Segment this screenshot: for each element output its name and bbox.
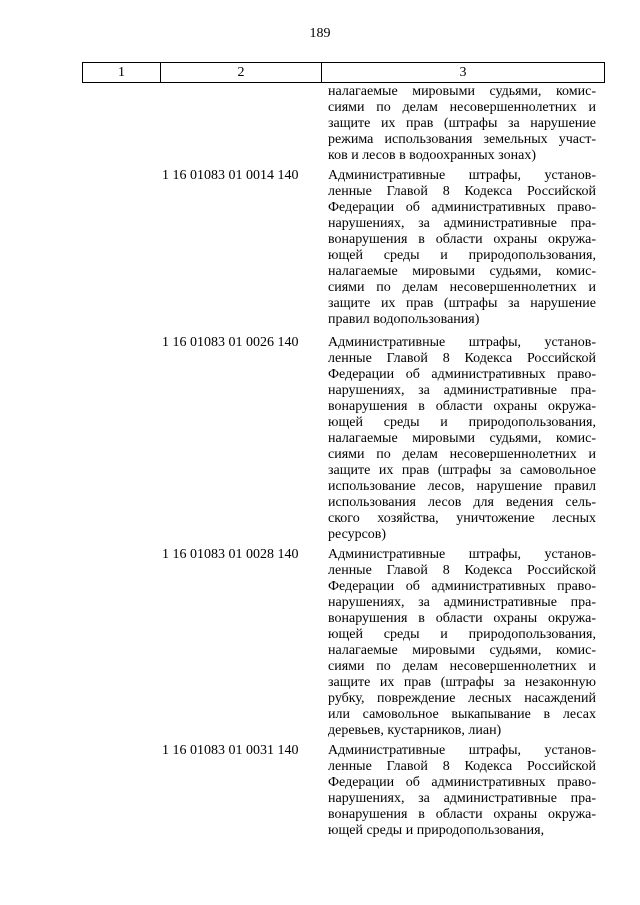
description-line: сиями по делам несовершеннолетних и (328, 280, 596, 295)
description-line: ленные Главой 8 Кодекса Российской (328, 759, 596, 774)
description-line: вонарушения в области охраны окружа- (328, 232, 596, 247)
column-header-row (83, 63, 605, 83)
description-line: Административные штрафы, установ- (328, 743, 596, 758)
description-line: защите их прав (штрафы за нарушение (328, 116, 596, 131)
description-line: Административные штрафы, установ- (328, 335, 596, 350)
description-line: Федерации об административных право- (328, 367, 596, 382)
classification-code: 1 16 01083 01 0031 140 (162, 743, 299, 758)
description-line: вонарушения в области охраны окружа- (328, 399, 596, 414)
description-line: нарушениях, за административные пра- (328, 791, 596, 806)
description-line: ленные Главой 8 Кодекса Российской (328, 351, 596, 366)
revenue-description (328, 743, 596, 839)
column-header-2: 2 (161, 63, 322, 83)
description-line: использования лесов для ведения сель- (328, 495, 596, 510)
description-line: ющей среды и природопользования, (328, 823, 545, 838)
description-line: Федерации об административных право- (328, 200, 596, 215)
description-line: Административные штрафы, установ- (328, 168, 596, 183)
column-header-1: 1 (83, 63, 161, 83)
description-line: защите их прав (штрафы за самовольное (328, 463, 596, 478)
description-line: ленные Главой 8 Кодекса Российской (328, 563, 596, 578)
description-line: вонарушения в области охраны окружа- (328, 611, 596, 626)
description-line: Административные штрафы, установ- (328, 547, 596, 562)
description-line: сиями по делам несовершеннолетних и (328, 659, 596, 674)
description-line: налагаемые мировыми судьями, комис- (328, 643, 596, 658)
description-line: деревьев, кустарников, лиан) (328, 723, 502, 738)
description-line: нарушениях, за административные пра- (328, 216, 596, 231)
description-line: Федерации об административных право- (328, 775, 596, 790)
column-header-table (82, 62, 605, 83)
description-line: ресурсов) (328, 527, 387, 542)
description-line: нарушениях, за административные пра- (328, 595, 596, 610)
classification-code: 1 16 01083 01 0026 140 (162, 335, 299, 350)
revenue-description (328, 168, 596, 328)
description-line: Федерации об административных право- (328, 579, 596, 594)
description-line: налагаемые мировыми судьями, комис- (328, 84, 596, 99)
description-line: защите их прав (штрафы за нарушение (328, 296, 596, 311)
column-header-3: 3 (322, 63, 605, 83)
description-line: защите их прав (штрафы за незаконную (328, 675, 596, 690)
description-line: сиями по делам несовершеннолетних и (328, 447, 596, 462)
description-line: режима использования земельных участ- (328, 132, 596, 147)
description-line: вонарушения в области охраны окружа- (328, 807, 596, 822)
revenue-description (328, 547, 596, 739)
description-line: или самовольное выкапывание в лесах (328, 707, 596, 722)
revenue-description (328, 84, 596, 164)
description-line: правил водопользования) (328, 312, 480, 327)
description-line: налагаемые мировыми судьями, комис- (328, 264, 596, 279)
description-line: использование лесов, нарушение правил (328, 479, 596, 494)
classification-code: 1 16 01083 01 0014 140 (162, 168, 299, 183)
description-line: налагаемые мировыми судьями, комис- (328, 431, 596, 446)
description-line: ющей среды и природопользования, (328, 627, 596, 642)
description-line: сиями по делам несовершеннолетних и (328, 100, 596, 115)
description-line: нарушениях, за административные пра- (328, 383, 596, 398)
description-line: рубку, повреждение лесных насаждений (328, 691, 596, 706)
description-line: ленные Главой 8 Кодекса Российской (328, 184, 596, 199)
description-line: ющей среды и природопользования, (328, 415, 596, 430)
description-line: ков и лесов в водоохранных зонах) (328, 148, 536, 163)
page-number: 189 (309, 26, 331, 41)
classification-code: 1 16 01083 01 0028 140 (162, 547, 299, 562)
description-line: ского хозяйства, уничтожение лесных (328, 511, 596, 526)
revenue-description (328, 335, 596, 543)
description-line: ющей среды и природопользования, (328, 248, 596, 263)
